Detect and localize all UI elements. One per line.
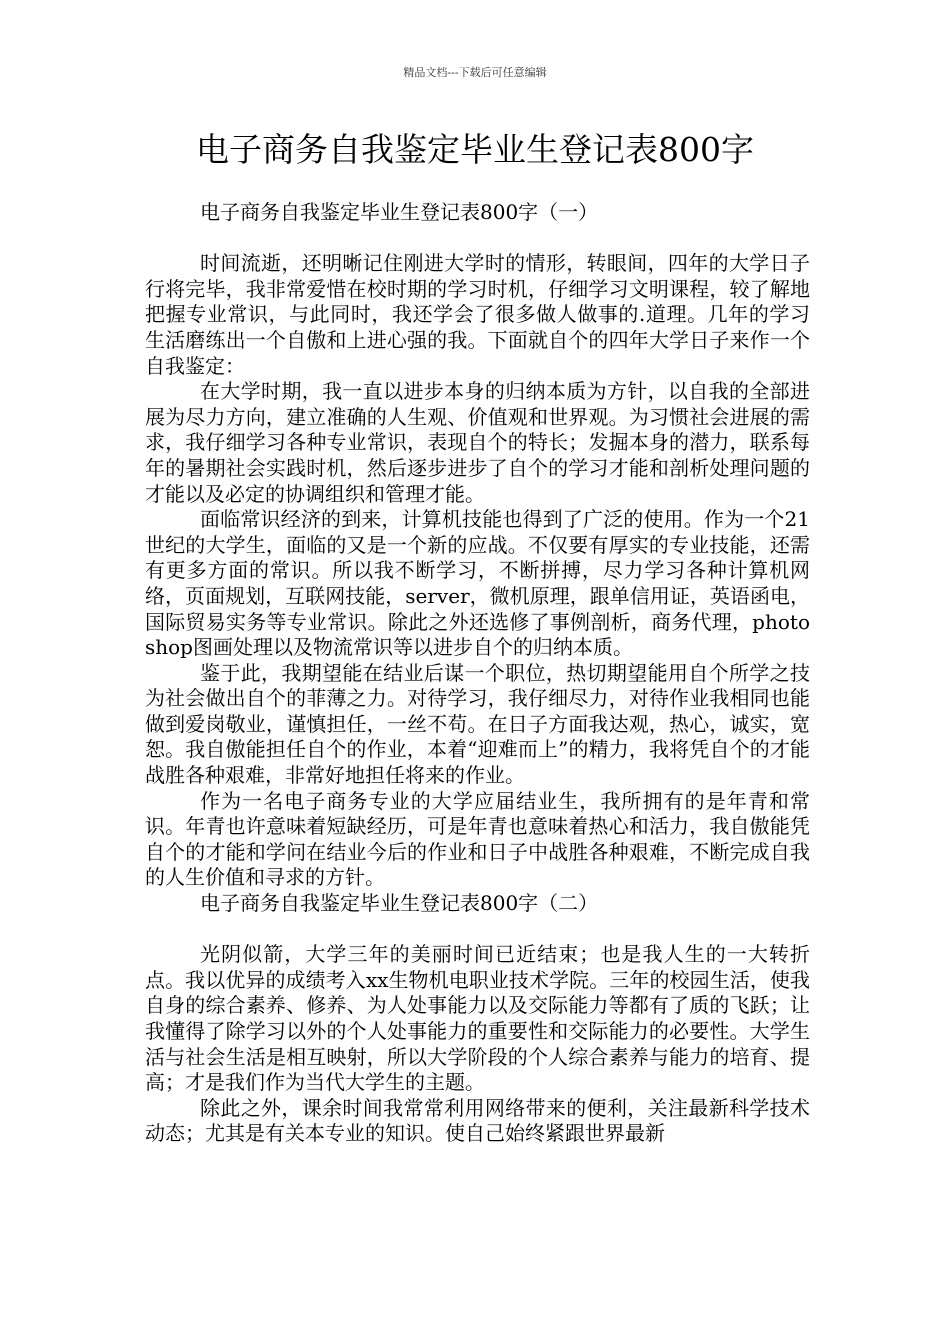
document-title: 电子商务自我鉴定毕业生登记表800字 (196, 130, 754, 169)
paragraph: 作为一名电子商务专业的大学应届结业生，我所拥有的是年青和常识。年青也许意味着短缺经历，可是年青也意味着热心和活力，我自傲能凭自个的才能和学问在结业今后的作业和日子中战胜各种艰难，不断完成自我的人生价值和寻求的方针。 (145, 788, 810, 890)
paragraph: 时间流逝，还明晰记住刚进大学时的情形，转眼间，四年的大学日子行将完毕，我非常爱惜在校时期的学习时机，仔细学习文明课程，较了解地把握专业常识，与此同时，我还学会了很多做人做事的.道理。几年的学习生活磨练出一个自傲和上进心强的我。下面就自个的四年大学日子来作一个自我鉴定： (145, 251, 810, 378)
paragraph: 面临常识经济的到来，计算机技能也得到了广泛的使用。作为一个21世纪的大学生，面临的又是一个新的应战。不仅要有厚实的专业技能，还需有更多方面的常识。所以我不断学习，不断拼搏，尽力学习各种计算机网络，页面规划，互联网技能，server，微机原理，跟单信用证，英语函电，国际贸易实务等专业常识。除此之外还选修了事例剖析，商务代理，photoshop图画处理以及物流常识等以进步自个的归纳本质。 (145, 507, 810, 660)
document-body (145, 200, 810, 1147)
blank-line (145, 226, 810, 252)
paragraph: 鉴于此，我期望能在结业后谋一个职位，热切期望能用自个所学之技为社会做出自个的菲薄之力。对待学习，我仔细尽力，对待作业我相同也能做到爱岗敬业，谨慎担任，一丝不苟。在日子方面我达观，热心，诚实，宽恕。我自傲能担任自个的作业，本着“迎难而上”的精力，我将凭自个的才能战胜各种艰难，非常好地担任将来的作业。 (145, 660, 810, 788)
section-heading-2: 电子商务自我鉴定毕业生登记表800字（二） (200, 891, 599, 916)
section-heading-1: 电子商务自我鉴定毕业生登记表800字（一） (200, 200, 599, 224)
header-note: 精品文档---下载后可任意编辑 (403, 66, 547, 79)
paragraph: 光阴似箭，大学三年的美丽时间已近结束；也是我人生的一大转折点。我以优异的成绩考入xx生物机电职业技术学院。三年的校园生活，使我自身的综合素养、修养、为人处事能力以及交际能力等都有了质的飞跃；让我懂得了除学习以外的个人处事能力的重要性和交际能力的必要性。大学生活与社会生活是相互映射，所以大学阶段的个人综合素养与能力的培育、提高；才是我们作为当代大学生的主题。 (145, 942, 810, 1095)
paragraph: 在大学时期，我一直以进步本身的归纳本质为方针，以自我的全部进展为尽力方向，建立准确的人生观、价值观和世界观。为习惯社会进展的需求，我仔细学习各种专业常识，表现自个的特长；发掘本身的潜力，联系每年的暑期社会实践时机，然后逐步进步了自个的学习才能和剖析处理问题的才能以及必定的协调组织和管理才能。 (145, 379, 810, 506)
paragraph: 除此之外，课余时间我常常利用网络带来的便利，关注最新科学技术动态；尤其是有关本专业的知识。使自己始终紧跟世界最新 (145, 1095, 810, 1146)
blank-line (145, 917, 810, 943)
